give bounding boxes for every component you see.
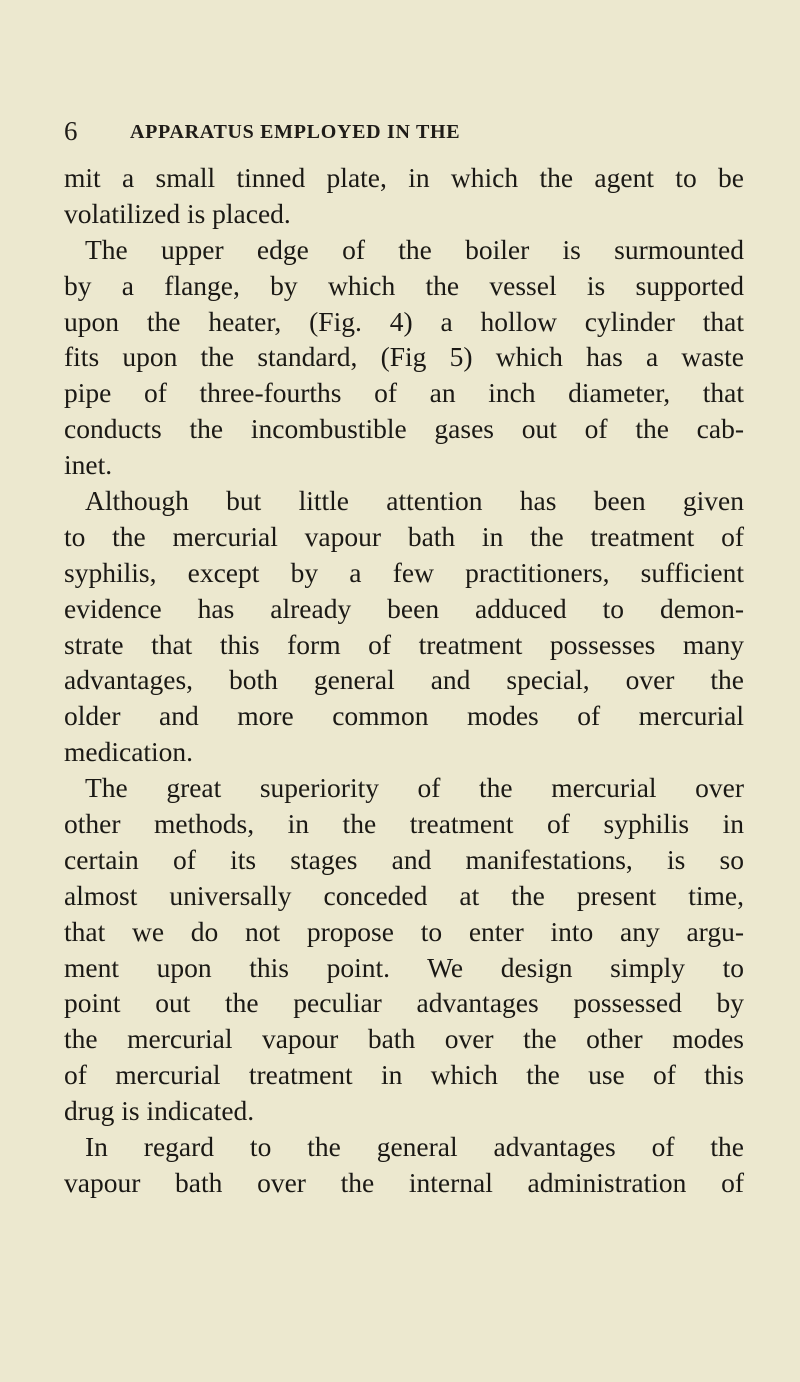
- text-line: of mercurial treatment in which the use of this: [64, 1059, 744, 1091]
- text-line: The great superiority of the mercurial over: [85, 772, 744, 804]
- text-line: strate that this form of treatment possesses many: [64, 628, 744, 660]
- text-line: In regard to the general advantages of the: [85, 1131, 744, 1163]
- text-line: ment upon this point. We design simply to: [64, 951, 744, 983]
- running-header: [64, 116, 744, 146]
- text-line: other methods, in the treatment of syphilis in: [64, 808, 744, 840]
- text-line: drug is indicated.: [64, 1095, 255, 1127]
- text-line: syphilis, except by a few practitioners, sufficient: [64, 556, 744, 588]
- text-line: upon the heater, (Fig. 4) a hollow cylinder that: [64, 305, 744, 337]
- text-line: almost universally conceded at the present time,: [64, 879, 744, 911]
- text-line: the mercurial vapour bath over the other modes: [64, 1023, 744, 1055]
- running-title: APPARATUS EMPLOYED IN THE: [130, 121, 461, 143]
- text-line: certain of its stages and manifestations, is so: [64, 843, 744, 875]
- text-line: The upper edge of the boiler is surmounted: [85, 233, 744, 265]
- text-line: inet.: [64, 449, 113, 481]
- text-line: to the mercurial vapour bath in the treatment of: [64, 520, 744, 552]
- text-line: point out the peculiar advantages possessed by: [64, 987, 744, 1019]
- text-line: advantages, both general and special, over the: [64, 664, 744, 696]
- text-line: mit a small tinned plate, in which the agent to be: [64, 162, 744, 193]
- page-number: 6: [64, 116, 78, 146]
- text-line: conducts the incombustible gases out of the cab-: [64, 413, 744, 445]
- body-text: [64, 160, 744, 1201]
- text-line: pipe of three-fourths of an inch diameter, that: [64, 377, 744, 409]
- text-line: vapour bath over the internal administration of: [64, 1166, 744, 1198]
- text-line: Although but little attention has been given: [85, 485, 744, 517]
- text-line: by a flange, by which the vessel is supported: [64, 269, 744, 301]
- text-line: evidence has already been adduced to demon-: [64, 592, 744, 624]
- text-line: that we do not propose to enter into any argu-: [64, 915, 744, 947]
- text-line: older and more common modes of mercurial: [64, 700, 744, 732]
- text-line: fits upon the standard, (Fig 5) which has a waste: [64, 341, 744, 373]
- text-line: medication.: [64, 736, 194, 768]
- text-line: volatilized is placed.: [64, 197, 291, 229]
